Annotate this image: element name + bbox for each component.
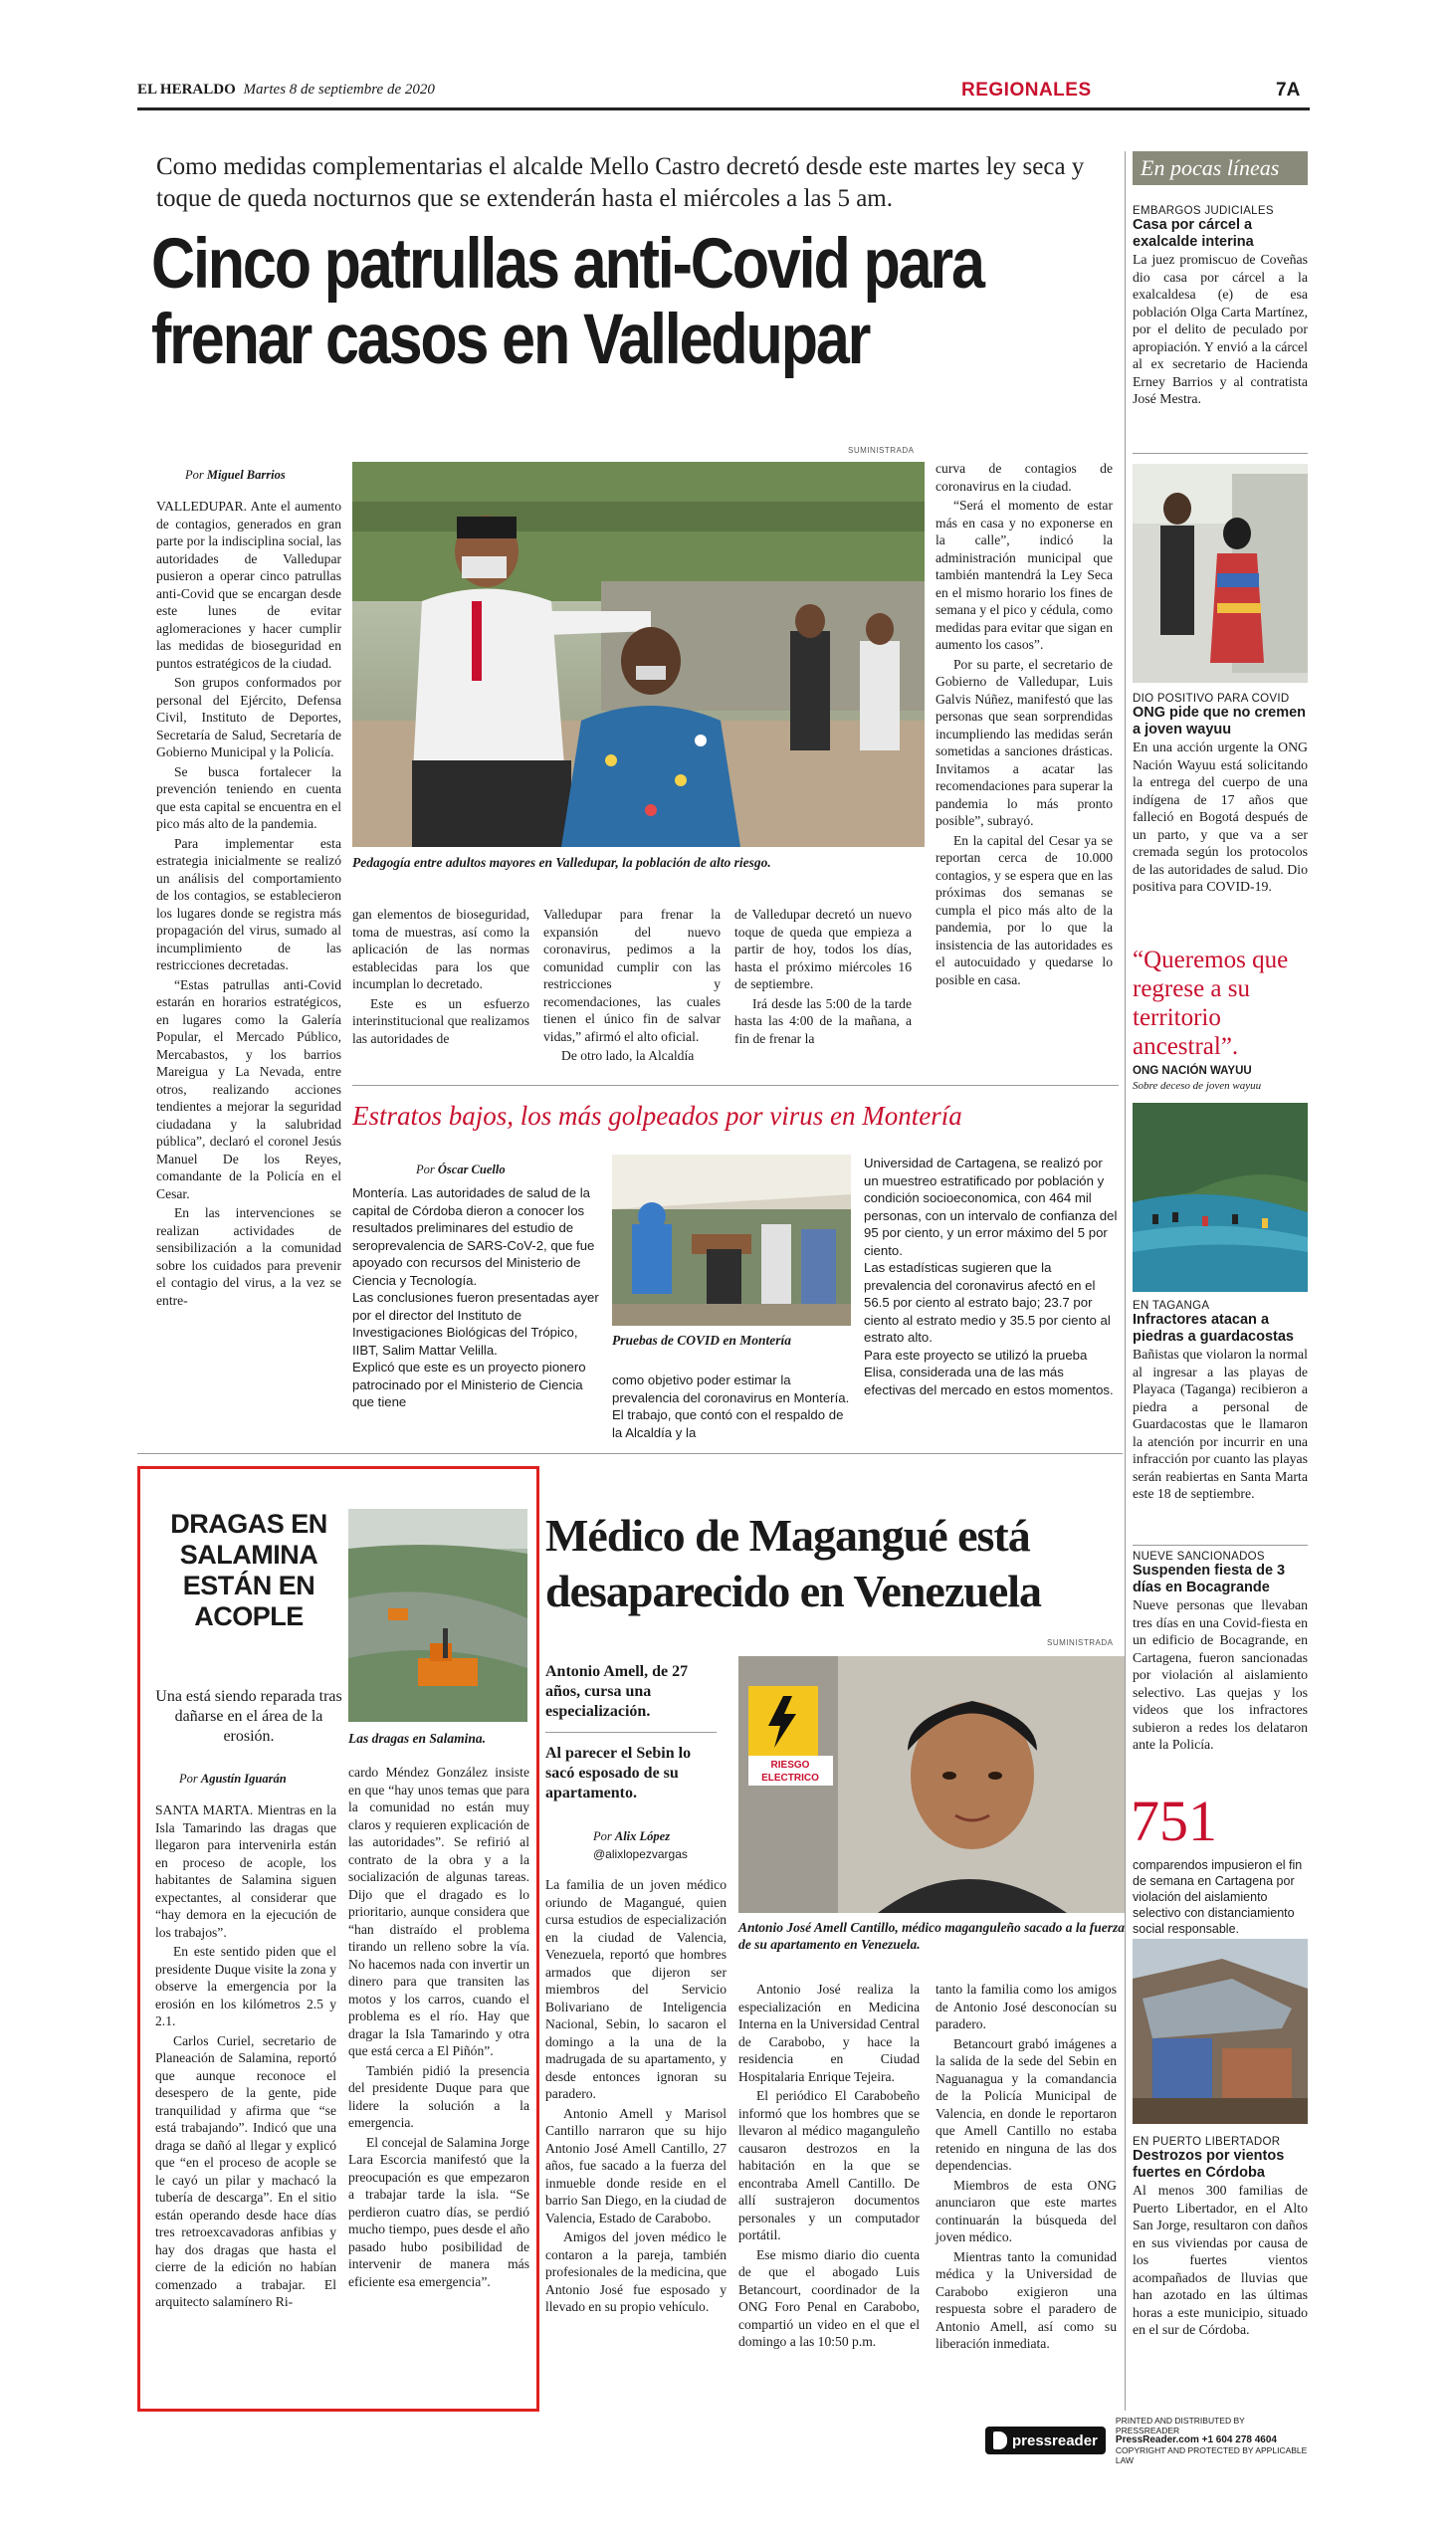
dragas-col1-p2: En este sentido piden que el presidente Duque visite la zona y observe la emergencia por la erosión en los kilómetros 2.5 y 2.1. [155,1944,336,2028]
warning-sign-text2: ELECTRICO [761,1773,819,1784]
medico-photo-image [738,1656,1125,1913]
brief-title: Suspenden fiesta de 3 días en Bocagrande [1133,1563,1286,1595]
estratos-colB-p1: como objetivo poder estimar la prevalencia del coronavirus en Montería. [612,1373,850,1405]
divider-top-bottom [137,1453,1123,1454]
estratos-colA [352,1184,601,1411]
sidebar-quote: “Queremos que regrese a su territorio ancestral”. [1133,947,1289,1060]
dragas-col2-p3: El concejal de Salamina Jorge Lara Escorcia manifestó que la preocupación es que empezaron a trabajar tarde la isla. “Se perdieron cuatro días, se perdió mucho tiempo, pues desde el año pasado hubo posibilidad de intervenir de manera más eficiente esa emergencia”. [348,2134,529,2289]
medico-summary-rule [545,1732,717,1733]
lead-col1-p1: VALLEDUPAR. Ante el aumento de contagios, generados en gran parte por la indisciplina social, las autoridades de Valledupar pusieron a operar cinco patrullas anti-Covid que se encargan desde este lunes de evitar aglomeraciones y hacer cumplir las medidas de bioseguridad en puntos estratégicos de la ciudad. [156,499,341,671]
lead-col1-p3: Se busca fortalecer la prevención teniendo en cuenta que esta capital se encuentra en el pico más alto de la pandemia. [156,763,341,831]
brief-wayuu [1133,693,1308,896]
stat-number: 751 [1131,1789,1217,1853]
medico-col2 [738,1981,920,2353]
medico-summary2: Al parecer el Sebin lo sacó esposado de su apartamento. [545,1745,692,1801]
divider-lead-estratos [352,1085,1119,1086]
medico-col2-p2: El periódico El Carabobeño informó que los hombres que se llevaron al médico maganguleño causaron destrozos en la habitación en la que se encontraba Amell Cantillo. De allí sustrajeron documentos personales y un computador portátil. [738,2088,920,2242]
lead-col5-p4: En la capital del Cesar ya se reportan cerca de 10.000 contagios, y se espera que en las próximas dos semanas se cumpla el pico más alto de la pandemia, por lo que la insistencia de las autoridades es el autocuidado y quedarse lo posible en casa. [936,832,1113,987]
byline-name: Miguel Barrios [206,468,286,482]
lead-col1-p4: Para implementar esta estrategia inicialmente se realizó un análisis del comportamiento de los contagios, se establecieron los lugares donde se registra más propagación del virus, sumado al incumplimiento de las restricciones decretadas. [156,835,341,972]
medico-col3-p3: Miembros de esta ONG anunciaron que este martes continuarán la búsqueda del joven médico. [936,2177,1117,2244]
dragas-photo-image [348,1509,527,1722]
lead-col4 [734,906,912,1049]
estratos-photo-image [612,1155,851,1326]
sidebar-divider [1133,1545,1308,1546]
lead-photo [352,462,925,847]
lead-col3-p1: Valledupar para frenar la expansión del nuevo coronavirus, pedimos a la comunidad cumplir con las restricciones y recomendaciones, las cuales tienen el único fin de salvar vidas,” afirmó el alto oficial. [543,907,721,1044]
dragas-col1-p3: Carlos Curiel, secretario de Planeación de Salamina, reportó que aunque reconoce el desespero de la gente, pide tranquilidad y afirma que “se está trabajando”. Indicó que una draga se dañó al llegar y explicó que “en el proceso de acople se le cayó un pilar y machacó la tubería de descarga”. En el sitio están operando desde hace días tres retroexcavadoras anfibias y hay dos dragas que hasta el cierre de la edición no habían comenzado a trabajar. El arquitecto salamínero Ri- [155,2032,336,2309]
masthead-date: Martes 8 de septiembre de 2020 [243,82,435,98]
lead-col5-p3: Por su parte, el secretario de Gobierno de Valledupar, Luis Galvis Núñez, manifestó que las personas que sean sorprendidas incumpliendo las medidas serán sometidas a sanciones drásticas. Invitamos a acatar las recomendaciones para superar la pandemia lo más pronto posible”, subrayó. [936,656,1113,828]
medico-col1 [545,1876,727,2318]
libertador-photo-image [1133,1939,1308,2124]
brief-body: Nueve personas que llevaban tres días en una Covid-fiesta en un edificio de Bocagrande, en Cartagena, fueron sancionadas por violación al aislamiento selectivo. Las quejas y los videos que los infractores subieron a redes los delataron ante la Policía. [1133,1597,1308,1752]
pressreader-badge[interactable] [985,2416,1308,2465]
wayuu-photo-image [1133,464,1308,683]
lead-photo-caption: Pedagogía entre adultos mayores en Valledupar, la población de alto riesgo. [352,855,771,870]
taganga-photo [1133,1103,1308,1292]
brief-kicker: EMBARGOS JUDICIALES [1133,205,1274,217]
estratos-headline: Estratos bajos, los más golpeados por virus en Montería [352,1101,962,1131]
lead-col3 [543,906,721,1067]
lead-col4-p2: Irá desde las 5:00 de la tarde hasta las 4:00 de la mañana, a fin de frenar la [734,995,912,1046]
sidebar-title: En pocas líneas [1133,151,1308,185]
lead-col5-p1: curva de contagios de coronavirus en la ciudad. [936,461,1113,494]
wayuu-photo [1133,464,1308,683]
brief-title: Casa por cárcel a exalcalde interina [1133,217,1254,250]
medico-col1-p3: Amigos del joven médico le contaron a la pareja, también profesionales de la medicina, que Antonio José fue esposado y llevado en su propio vehículo. [545,2229,727,2314]
section-label: REGIONALES [961,80,1092,101]
dragas-photo [348,1509,527,1722]
estratos-colB [612,1372,851,1441]
brief-body: La juez promiscuo de Coveñas dio casa por cárcel a la exalcaldesa (e) de esa población Olga Carta Martínez, por el delito de peculado por apropiación. Y envió a la cárcel al ex secretario de Hacienda Erney Barrios y al contratista José Mestra. [1133,252,1308,406]
pr-line1: PRINTED AND DISTRIBUTED BY PRESSREADER [1115,2416,1245,2435]
masthead [137,82,435,99]
estratos-byline [416,1163,506,1177]
pressreader-logo [985,2427,1106,2454]
byline-prefix: Por [593,1829,612,1843]
dragas-byline [179,1772,287,1787]
dragas-headline: DRAGAS EN SALAMINA ESTÁN EN ACOPLE [170,1509,327,1631]
lead-col1-p2: Son grupos conformados por personal del Ejército, Defensa Civil, Instituto de Deportes, Secretaría de Salud, Secretaría de Gobierno Municipal y la Policía. [156,675,341,759]
lead-col1-p5: “Estas patrullas anti-Covid estarán en horarios estratégicos, en lugares como la Galería Popular, el Mercado Público, Mercabastos, y los barrios Mareigua y La Nevada, entre otros, realizando acciones tendientes a mejorar la seguridad ciudadana y la salubridad pública”, declaró el coronel Jesús Manuel De los Reyes, comandante de la Policía en el Cesar. [156,976,341,1201]
estratos-colB-p2: El trabajo, que contó con el respaldo de la Alcaldía y la [612,1407,844,1440]
estratos-colA-p3: Explicó que este es un proyecto pionero patrocinado por el Ministerio de Ciencia que tiene [352,1360,586,1409]
brief-kicker: EN TAGANGA [1133,1300,1210,1312]
estratos-colA-p1: Montería. Las autoridades de salud de la capital de Córdoba dieron a conocer los resultados preliminares del estudio de seroprevalencia de SARS-CoV-2, que fue apoyado con recursos del Ministerio de Ciencia y Tecnología. [352,1185,595,1288]
byline-name: Óscar Cuello [437,1163,506,1176]
lead-col2 [352,906,529,1049]
stat-text: comparendos impusieron el fin de semana en Cartagena por violación del aislamiento selectivo con distanciamiento social responsable. [1133,1858,1303,1936]
dragas-col2-p1: cardo Méndez González insiste en que “hay unos temas que para la comunidad no están muy claros y requieren explicación de las autoridades”. Se refirió al contrato de la obra y a la socialización de algunas tareas. Dijo que el dragado es lo prioritario, aunque considera que “han distraído el problema tirando un relleno sobre la vía. No hacemos nada con invertir un dinero para que transiten las motos y los carros, cuando el problema es el río. Hay que dragar la Isla Tamarindo y otra que está cerca a El Piñón”. [348,1765,529,2058]
byline-prefix: Por [179,1772,198,1786]
dragas-deck: Una está siendo reparada tras dañarse en el área de la erosión. [155,1688,342,1745]
brief-body: Bañistas que violaron la normal al ingresar a las playas de Playaca (Taganga) recibieron a piedra a personal de Guardacostas que le llamaron la atención por incurrir en una infracción por cuanto las playas serán reabiertas en Santa Marta este 18 de septiembre. [1133,1347,1308,1501]
pressreader-info [1116,2416,1308,2465]
medico-headline-line2: desaparecido en Venezuela [545,1566,1042,1616]
medico-col2-p3: Ese mismo diario dio cuenta de que el abogado Luis Betancourt, coordinador de la ONG Foro Penal en Carabobo, compartió un video en el que el domingo a las 10:50 p.m. [738,2246,920,2349]
page-number: 7A [1276,80,1301,101]
dragas-col1-p1: SANTA MARTA. Mientras en la Isla Tamarindo las dragas que llegaron para intervenirla están en proceso de acople, los habitantes de Salamina siguen expectantes, al considerar que “hay demora en la ejecución de los trabajos”. [155,1802,336,1940]
dragas-col2 [348,1764,529,2292]
brief-bocagrande [1133,1551,1308,1754]
lead-photo-credit: SUMINISTRADA [848,446,915,455]
lead-photo-image [352,462,925,847]
medico-headline [545,1508,1133,1619]
pr-line2: PressReader.com +1 604 278 4604 [1115,2434,1277,2445]
brief-kicker: DIO POSITIVO PARA COVID [1133,693,1290,705]
medico-col3-p1: tanto la familia como los amigos de Antonio José desconocían su paradero. [936,1982,1117,2031]
lead-col5-p2: “Será el momento de estar más en casa y no exponerse en la calle”, indicó la administración municipal que también mantendrá la Ley Seca en el mismo horario los fines de semana y el pico y cédula, como medidas para evitar que sigan en aumento los casos”. [936,498,1113,652]
medico-handle[interactable]: @alixlopezvargas [593,1847,688,1861]
estratos-colC-p1: Universidad de Cartagena, se realizó por un muestreo estratificado por población y condición socioeconomica, con 464 mil personas, con un intervalo de confianza del 95 por ciento, y un error máximo del 5 por ciento. [864,1156,1118,1258]
byline-name: Alix López [614,1829,671,1843]
pr-line3: COPYRIGHT AND PROTECTED BY APPLICABLE LAW [1115,2445,1308,2465]
medico-photo-caption: Antonio José Amell Cantillo, médico maganguleño sacado a la fuerza de su apartamento en Venezuela. [738,1920,1126,1952]
medico-byline [593,1827,688,1863]
brief-kicker: NUEVE SANCIONADOS [1133,1551,1265,1563]
medico-col3 [936,1981,1117,2355]
brief-body: En una acción urgente la ONG Nación Wayuu está solicitando la entrega del cuerpo de una indígena de 17 años que falleció en Bogotá después de un parto, y que va a ser cremada según los protocolos de las autoridades de salud. Dio positiva para COVID-19. [1133,740,1308,894]
estratos-colC-p3: Para este proyecto se utilizó la prueba Elisa, considerada una de las más efectivas del mercado en estos momentos. [864,1347,1114,1397]
lead-col3-p2: De otro lado, la Alcaldía [561,1048,695,1063]
brief-libertador [1133,2136,1308,2339]
medico-headline-line1: Médico de Magangué está [545,1510,1030,1561]
medico-photo [738,1656,1125,1913]
lead-headline-line1: Cinco patrullas anti-Covid para [151,225,983,304]
brief-kicker: EN PUERTO LIBERTADOR [1133,2136,1281,2148]
medico-col2-p1: Antonio José realiza la especialización en Medicina Interna en la Universidad Central de Carabobo, y hace la residencia en Ciudad Hospitalaria Enrique Tejeira. [738,1982,920,2084]
dragas-caption: Las dragas en Salamina. [348,1731,487,1746]
pressreader-brand: pressreader [1012,2432,1098,2449]
pressreader-icon [993,2432,1007,2449]
medico-col1-p2: Antonio Amell y Marisol Cantillo narraron que su hijo Antonio José Amell Cantillo, 27 años, fue sacado a la fuerza del inmueble donde reside en el barrio San Diego, en la ciudad de Valencia, Estado de Carabobo. [545,2105,727,2225]
quote-source: ONG NACIÓN WAYUU [1133,1065,1252,1077]
estratos-photo [612,1155,851,1326]
taganga-photo-image [1133,1103,1308,1292]
brief-body: Al menos 300 familias de Puerto Libertador, en el Alto San Jorge, resultaron con daños en sus viviendas por causa de los fuertes vientos acompañados de lluvias que han azotado en las últimas horas a este municipio, situado en el sur de Córdoba. [1133,2183,1308,2337]
lead-col5 [936,460,1113,990]
estratos-caption: Pruebas de COVID en Montería [612,1333,792,1348]
lead-col2-p1: gan elementos de bioseguridad, toma de muestras, así como la aplicación de las normas establecidas para los que incumplan lo decretado. [352,907,529,991]
brief-taganga [1133,1300,1308,1503]
byline-name: Agustín Iguarán [200,1772,287,1786]
libertador-photo [1133,1939,1308,2124]
brief-embargos [1133,205,1308,408]
lead-deck: Como medidas complementarias el alcalde Mello Castro decretó desde este martes ley seca y toque de queda nocturnos que se extenderán hasta el miércoles a las 5 am. [156,153,1085,212]
medico-photo-credit: SUMINISTRADA [1047,1638,1114,1647]
brief-title: Infractores atacan a piedras a guardacostas [1133,1312,1294,1345]
dragas-col1 [155,1801,336,2313]
lead-headline [151,227,998,378]
medico-col3-p2: Betancourt grabó imágenes a la salida de la sede del Sebin en Naguanagua y la comandancia de la Policía Municipal de Valencia, en donde le reportaron que Amell Cantillo no estaba retenido en ninguna de las dos dependencias. [936,2035,1117,2173]
lead-col4-p1: de Valledupar decretó un nuevo toque de queda que empieza a partir de hoy, todos los días, hasta el próximo miércoles 16 de septiembre. [734,907,912,991]
sidebar-vertical-rule [1125,151,1126,2411]
warning-sign-text1: RIESGO [770,1760,810,1771]
medico-col3-p4: Mientras tanto la comunidad médica y la Universidad de Carabobo exigieron una respuesta sobre el paradero de Antonio Amell, así como su liberación inmediata. [936,2248,1117,2351]
lead-col1 [156,498,341,1311]
sidebar-divider [1133,453,1308,454]
estratos-colC [864,1155,1118,1398]
header-rule [137,107,1310,110]
lead-col2-p2: Este es un esfuerzo interinstitucional que realizamos las autoridades de [352,995,529,1046]
byline-prefix: Por [416,1163,435,1176]
medico-col1-p1: La familia de un joven médico oriundo de Magangué, quien cursa estudios de especialización en la ciudad de Valencia, Venezuela, reportó que hombres armados que dijeron ser miembros del Servicio Bolivariano de Inteligencia Nacional, Sebin, lo sacaron el domingo a la una de la madrugada de su apartamento, y desde entonces ignoran su paradero. [545,1877,727,2101]
brief-title: Destrozos por vientos fuertes en Córdoba [1133,2148,1285,2181]
dragas-col2-p2: También pidió la presencia del presidente Duque para que lidere la solución a la emergencia. [348,2062,529,2130]
lead-headline-line2: frenar casos en Valledupar [151,301,870,379]
quote-sub: Sobre deceso de joven wayuu [1133,1080,1262,1092]
medico-summary1: Antonio Amell, de 27 años, cursa una especialización. [545,1663,689,1720]
estratos-colA-p2: Las conclusiones fueron presentadas ayer por el director del Instituto de Investigaciones Biológicas del Trópico, IIBT, Salim Mattar Velilla. [352,1290,599,1358]
byline-prefix: Por [185,468,204,482]
brief-title: ONG pide que no cremen a joven wayuu [1133,705,1307,738]
masthead-name: EL HERALDO [137,82,236,98]
lead-col1-p6: En las intervenciones se realizan actividades de sensibilización a la comunidad sobre los cuidados para prevenir el contagio del virus, a la vez se entre- [156,1205,341,1308]
estratos-colC-p2: Las estadísticas sugieren que la prevalencia del coronavirus afectó en el 56.5 por ciento al estrato bajo; 23.7 por ciento al estrato medio y 35.5 por ciento al estrato alto. [864,1260,1111,1345]
lead-byline [185,468,286,483]
